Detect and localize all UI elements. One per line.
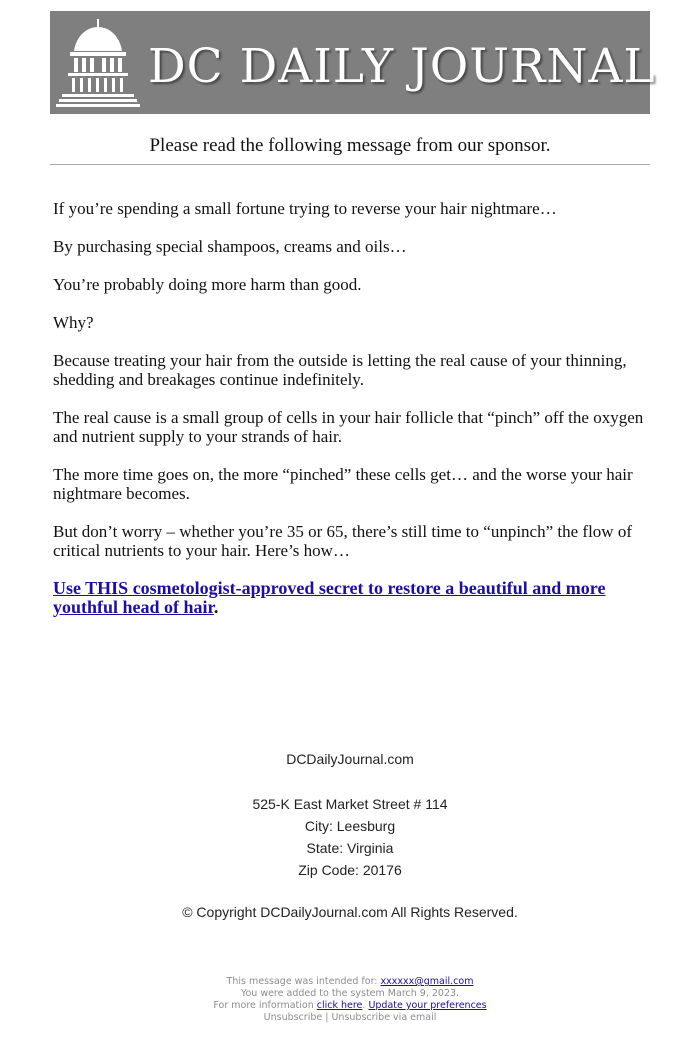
paragraph: By purchasing special shampoos, creams and oils… <box>53 237 407 256</box>
cta-paragraph <box>53 579 653 617</box>
footer-site: DCDailyJournal.com <box>286 751 414 767</box>
update-preferences-link[interactable]: Update your preferences <box>368 1000 487 1011</box>
address-city: City: Leesburg <box>304 818 396 834</box>
email-link[interactable]: xxxxxx@gmail.com <box>380 976 474 987</box>
paragraph: The real cause is a small group of cells in your hair follicle that “pinch” off the oxygen and nutrient supply to your strands of hair. <box>53 408 644 446</box>
fineprint-intended: This message was intended for: xxxxxx@gmail.com <box>226 976 474 987</box>
cta-suffix: . <box>213 597 219 617</box>
fineprint <box>50 976 650 1024</box>
paragraph: You’re probably doing more harm than good. <box>53 275 362 294</box>
cta-link[interactable]: Use THIS cosmetologist-approved secret to restore a beautiful and more youthful head of hair <box>53 578 606 617</box>
unsubscribe-email-link[interactable]: Unsubscribe via email <box>331 1012 437 1023</box>
paragraph: But don’t worry – whether you’re 35 or 65, there’s still time to “unpinch” the flow of critical nutrients to your hair. Here’s how… <box>53 522 632 560</box>
address-street: 525-K East Market Street # 114 <box>252 796 448 812</box>
fineprint-info: For more information click here. Update your preferences <box>213 1000 487 1011</box>
sponsor-notice: Please read the following message from our sponsor. <box>149 135 551 156</box>
divider <box>50 164 650 165</box>
masthead-title: DC DAILY JOURNAL <box>148 39 656 94</box>
capitol-dome-icon <box>56 17 140 109</box>
footer-copyright: © Copyright DCDailyJournal.com All Rights Reserved. <box>182 904 518 920</box>
paragraph: The more time goes on, the more “pinched” these cells get… and the worse your hair nightmare becomes. <box>53 465 633 503</box>
message-body <box>53 199 653 636</box>
unsubscribe-link[interactable]: Unsubscribe <box>263 1012 323 1023</box>
fineprint-added: You were added to the system March 9, 2023. <box>240 988 460 999</box>
paragraph: Why? <box>53 313 94 332</box>
paragraph: If you’re spending a small fortune trying to reverse your hair nightmare… <box>53 199 557 218</box>
fineprint-unsubscribe: Unsubscribe | Unsubscribe via email <box>263 1012 437 1023</box>
address-zip: Zip Code: 20176 <box>298 862 402 878</box>
click-here-link[interactable]: click here <box>316 1000 363 1011</box>
paragraph: Because treating your hair from the outside is letting the real cause of your thinning, shedding and breakages continue indefinitely. <box>53 351 627 389</box>
address-state: State: Virginia <box>306 840 394 856</box>
footer-address <box>50 793 650 881</box>
header-banner[interactable] <box>50 11 656 114</box>
